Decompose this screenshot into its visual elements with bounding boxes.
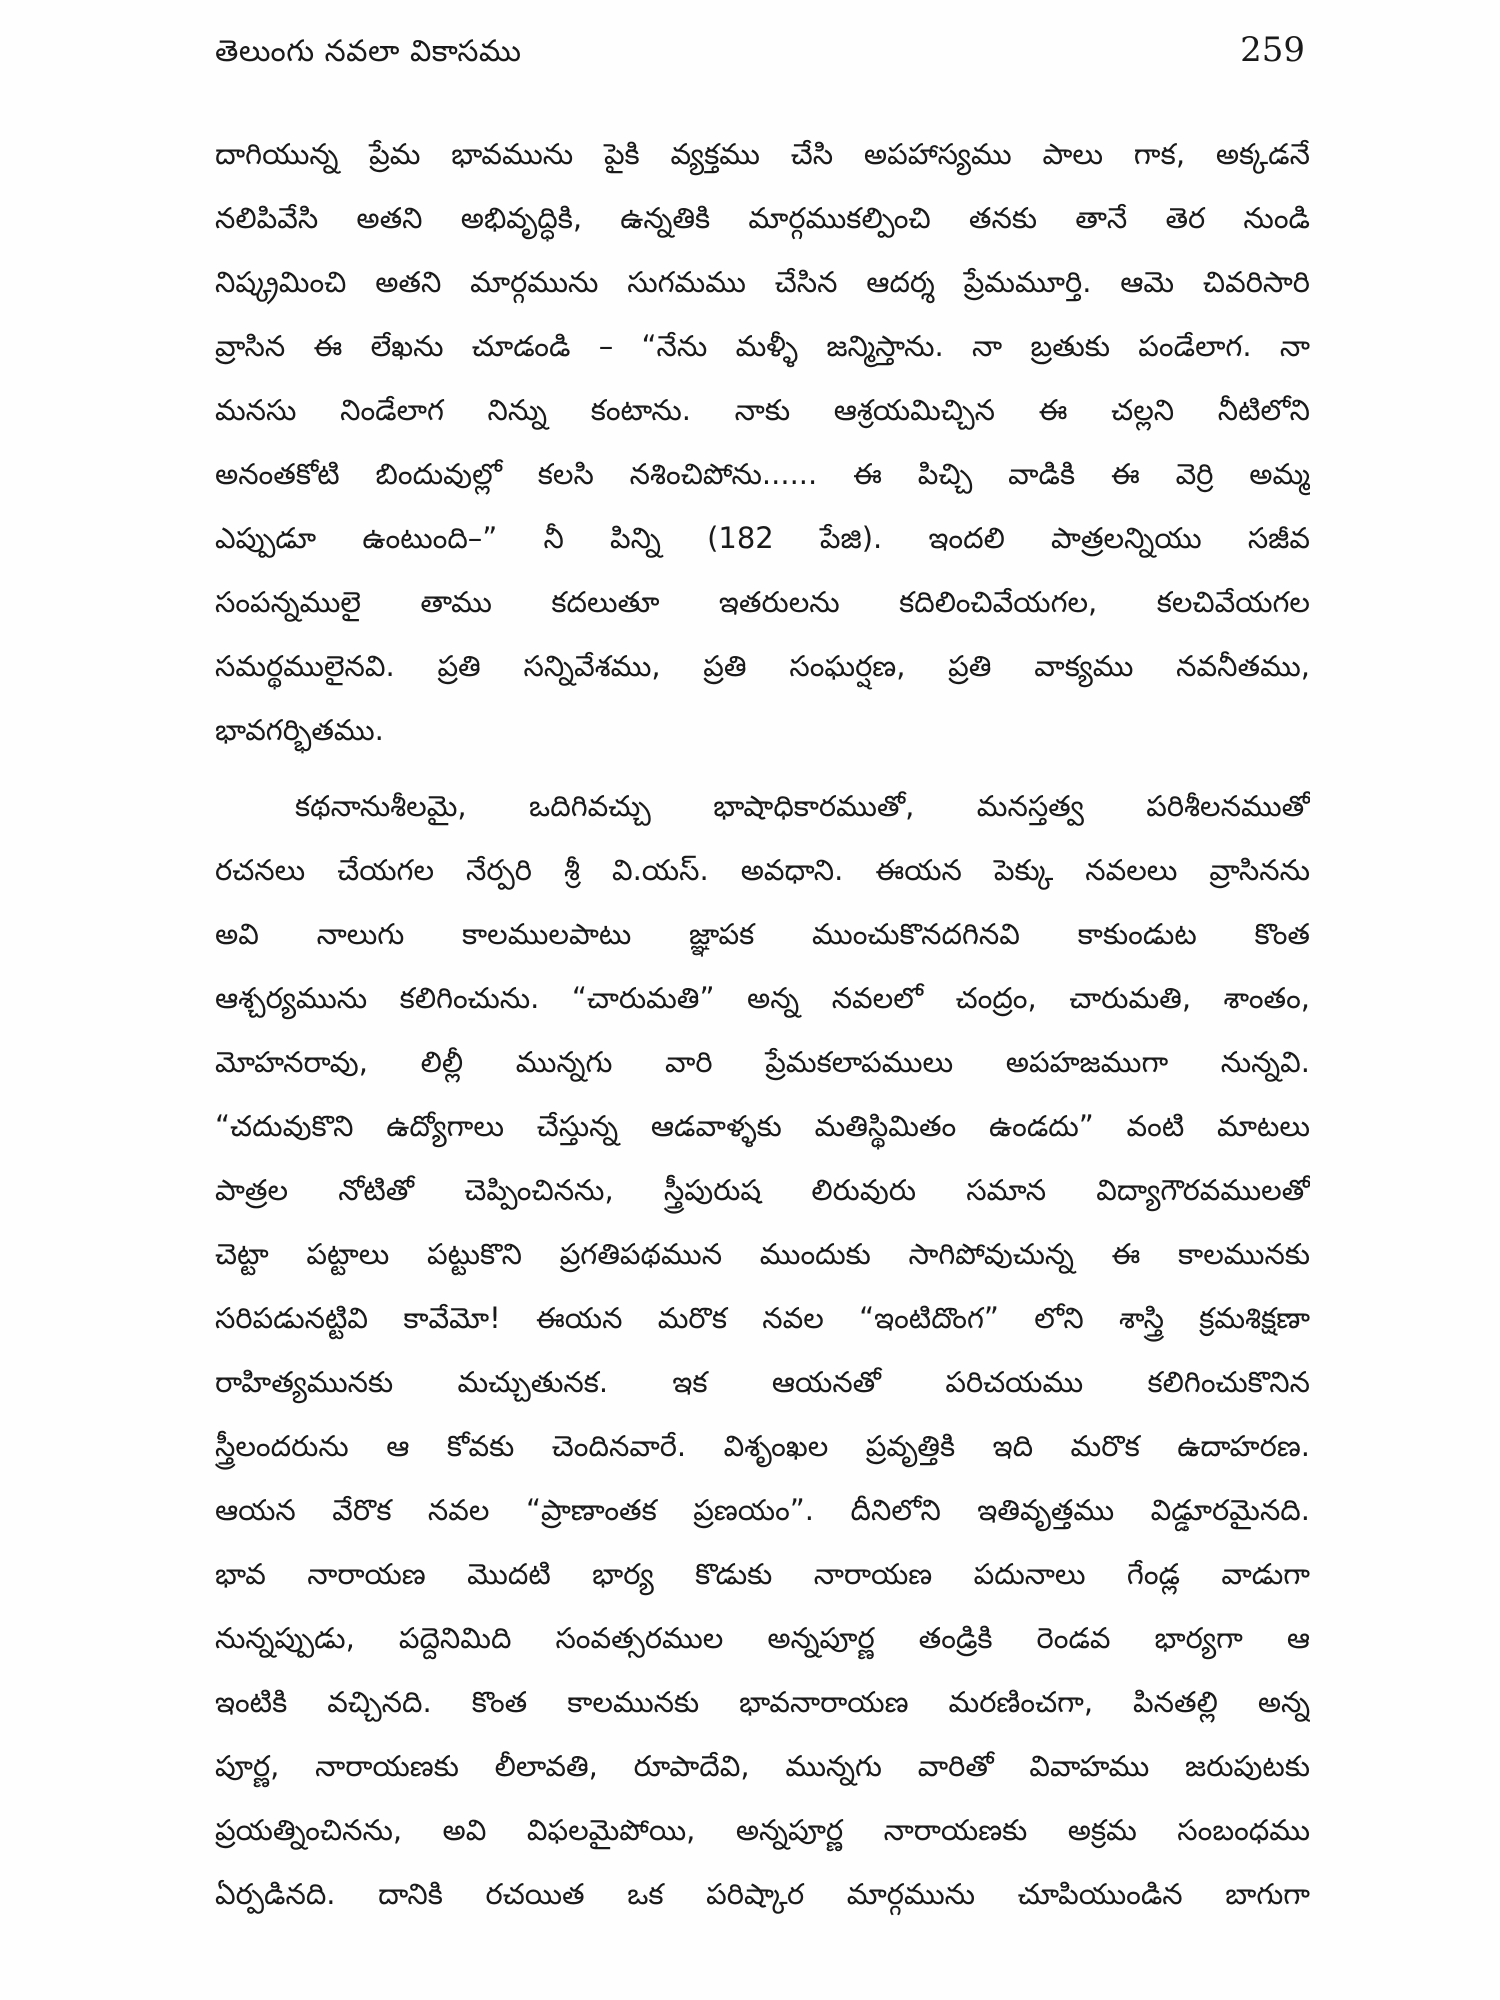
text-line: భావగర్భితము. <box>215 713 384 747</box>
text-line: అవి నాలుగు కాలములపాటు జ్ఞాపక ముంచుకొనదగినవి కాకుండుట కొంత <box>215 917 1310 951</box>
text-line: రాహిత్యమునకు మచ్చుతునక. ఇక ఆయనతో పరిచయము కలిగించుకొనిన <box>215 1365 1310 1399</box>
text-line: ఆయన వేరొక నవల “ప్రాణాంతక ప్రణయం”. దీనిలోని ఇతివృత్తము విడ్డూరమైనది. <box>215 1493 1310 1527</box>
text-line: ఎప్పుడూ ఉంటుంది–” నీ పిన్ని (182 పేజి). ఇందలి పాత్రలన్నియు సజీవ <box>215 521 1310 555</box>
text-line: ఆశ్చర్యమును కలిగించును. “చారుమతి” అన్న నవలలో చంద్రం, చారుమతి, శాంతం, <box>215 981 1310 1015</box>
text-line: అనంతకోటి బిందువుల్లో కలసి నశించిపోను...... ఈ పిచ్చి వాడికి ఈ వెర్రి అమ్మ <box>215 457 1310 491</box>
text-line: వ్రాసిన ఈ లేఖను చూడండి – “నేను మళ్ళీ జన్మిస్తాను. నా బ్రతుకు పండేలాగ. నా <box>215 329 1310 363</box>
text-line: మోహనరావు, లిల్లీ మున్నగు వారి ప్రేమకలాపములు అపహజముగా నున్నవి. <box>215 1045 1310 1079</box>
text-line: పూర్ణ, నారాయణకు లీలావతి, రూపాదేవి, మున్నగు వారితో వివాహము జరుపుటకు <box>215 1749 1310 1783</box>
paragraph-2 <box>215 774 1310 1926</box>
text-line: స్త్రీలందరును ఆ కోవకు చెందినవారే. విశృంఖల ప్రవృత్తికి ఇది మరొక ఉదాహరణ. <box>215 1429 1310 1463</box>
text-line: నలిపివేసి అతని అభివృద్ధికి, ఉన్నతికి మార్గముకల్పించి తనకు తానే తెర నుండి <box>215 201 1310 235</box>
text-line: పాత్రల నోటితో చెప్పించినను, స్త్రీపురుష లిరువురు సమాన విద్యాగౌరవములతో <box>215 1173 1310 1207</box>
text-line: దాగియున్న ప్రేమ భావమును పైకి వ్యక్తము చేసి అపహాస్యము పాలు గాక, అక్కడనే <box>215 137 1310 171</box>
text-line: ప్రయత్నించినను, అవి విఫలమైపోయి, అన్నపూర్ణ నారాయణకు అక్రమ సంబంధము <box>215 1813 1310 1847</box>
text-line: సంపన్నములై తాము కదలుతూ ఇతరులను కదిలించివేయగల, కలచివేయగల <box>215 585 1310 619</box>
text-line: కథనానుశీలమై, ఒదిగివచ్చు భాషాధికారముతో, మనస్తత్వ పరిశీలనముతో <box>295 789 1310 823</box>
text-line: భావ నారాయణ మొదటి భార్య కొడుకు నారాయణ పదునాలు గేండ్ల వాడుగా <box>215 1557 1310 1591</box>
running-head-title: తెలుంగు నవలా వికాసము <box>215 34 522 69</box>
text-line: ఇంటికి వచ్చినది. కొంత కాలమునకు భావనారాయణ మరణించగా, పినతల్లి అన్న <box>215 1685 1310 1719</box>
text-line: చెట్టా పట్టాలు పట్టుకొని ప్రగతిపథమున ముందుకు సాగిపోవుచున్న ఈ కాలమునకు <box>215 1237 1310 1271</box>
text-line: నిష్క్రమించి అతని మార్గమును సుగమము చేసిన ఆదర్శ ప్రేమమూర్తి. ఆమె చివరిసారి <box>215 265 1310 299</box>
running-header <box>215 30 1305 90</box>
text-line: “చదువుకొని ఉద్యోగాలు చేస్తున్న ఆడవాళ్ళకు మతిస్థిమితం ఉండదు” వంటి మాటలు <box>215 1109 1310 1143</box>
text-line: నున్నప్పుడు, పద్దెనిమిది సంవత్సరముల అన్నపూర్ణ తండ్రికి రెండవ భార్యగా ఆ <box>215 1621 1310 1655</box>
text-line: సమర్థములైనవి. ప్రతి సన్నివేశము, ప్రతి సంఘర్షణ, ప్రతి వాక్యము నవనీతము, <box>215 649 1310 683</box>
text-line: ఏర్పడినది. దానికి రచయిత ఒక పరిష్కార మార్గమును చూపియుండిన బాగుగా <box>215 1877 1310 1911</box>
text-line: మనసు నిండేలాగ నిన్ను కంటాను. నాకు ఆశ్రయమిచ్చిన ఈ చల్లని నీటిలోని <box>215 393 1310 427</box>
text-line: రచనలు చేయగల నేర్పరి శ్రీ వి.యస్. అవధాని. ఈయన పెక్కు నవలలు వ్రాసినను <box>215 853 1310 887</box>
paragraph-1 <box>215 122 1310 762</box>
body-text <box>215 122 1310 1926</box>
page-number: 259 <box>1240 30 1305 70</box>
text-line: సరిపడునట్టివి కావేమో! ఈయన మరొక నవల “ఇంటిదొంగ” లోని శాస్త్రి క్రమశిక్షణా <box>215 1301 1310 1335</box>
